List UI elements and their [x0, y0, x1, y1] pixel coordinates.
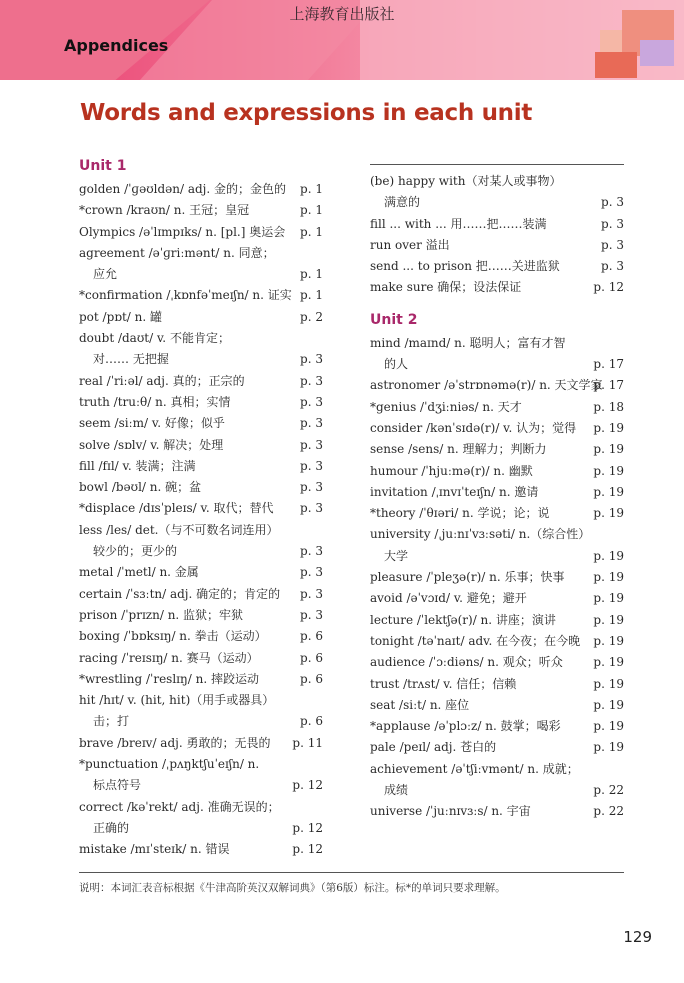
entry-text: prison /ˈprɪzn/ n. 监狱；牢狱: [79, 607, 244, 622]
entry-page: p. 19: [593, 420, 624, 435]
vocab-entry: [79, 179, 323, 200]
entry-page: p. 19: [593, 506, 624, 521]
section-label: Appendices: [64, 36, 169, 55]
vocab-entry: [370, 256, 624, 277]
entry-text: correct /kəˈrekt/ adj. 准确无误的；: [79, 799, 280, 814]
entry-text: hit /hɪt/ v. (hit, hit)（用手或器具）: [79, 693, 275, 708]
entry-page: p. 3: [601, 259, 624, 274]
entry-page: p. 12: [292, 842, 323, 857]
entry-page: p. 12: [292, 820, 323, 835]
entry-text: racing /ˈreɪsɪŋ/ n. 赛马（运动）: [79, 650, 259, 665]
entry-page: p. 19: [593, 570, 624, 585]
footnote: 说明：本词汇表音标根据《牛津高阶英汉双解词典》（第6版）标注。标*的单词只要求理解。: [79, 882, 506, 894]
vocab-entry: [79, 605, 323, 626]
entry-page: p. 22: [593, 783, 624, 798]
vocab-entry: [370, 354, 624, 375]
entry-text: *applause /əˈplɔːz/ n. 鼓掌；喝彩: [370, 719, 561, 734]
entry-page: p. 3: [601, 216, 624, 231]
vocab-entry: [79, 733, 323, 754]
entry-text: less /les/ det.（与不可数名词连用）: [79, 522, 279, 537]
entry-text: lecture /ˈlektʃə(r)/ n. 讲座；演讲: [370, 612, 556, 627]
vocab-entry: [370, 375, 624, 396]
entry-text: fill /fɪl/ v. 装满；注满: [79, 458, 196, 473]
entry-text: golden /ˈɡəʊldən/ adj. 金的；金色的: [79, 182, 287, 196]
vocab-entry: [79, 477, 323, 498]
entry-page: p. 19: [593, 740, 624, 755]
entry-text: run over 溢出: [370, 237, 450, 252]
entry-text: real /ˈriːəl/ adj. 真的；正宗的: [79, 373, 245, 388]
vocab-entry: [370, 235, 624, 256]
entry-text: trust /trʌst/ v. 信任；信赖: [370, 676, 517, 691]
entry-text: 正确的: [93, 820, 130, 835]
vocab-entry: [79, 371, 323, 392]
entry-page: p. 3: [300, 480, 323, 495]
vocab-entry: [370, 759, 624, 780]
entry-page: p. 3: [300, 416, 323, 431]
vocab-entry: [370, 588, 624, 609]
entry-text: metal /ˈmetl/ n. 金属: [79, 565, 199, 580]
unit-heading: Unit 2: [370, 311, 418, 328]
vocab-entry: [79, 349, 323, 370]
vocab-entry: [79, 328, 323, 349]
vocab-entry: [370, 192, 624, 213]
entry-text: avoid /əˈvɔɪd/ v. 避免；避开: [370, 591, 527, 606]
entry-text: 的人: [384, 357, 409, 372]
entry-page: p. 3: [300, 437, 323, 452]
entry-text: seem /siːm/ v. 好像；似乎: [79, 416, 225, 431]
entry-text: sense /sens/ n. 理解力；判断力: [370, 442, 547, 457]
entry-page: p. 19: [593, 548, 624, 563]
entry-text: *displace /dɪsˈpleɪs/ v. 取代；替代: [79, 501, 274, 516]
entry-text: 大学: [384, 548, 409, 563]
entry-text: solve /sɒlv/ v. 解决；处理: [79, 437, 224, 452]
page-title: Words and expressions in each unit: [80, 100, 533, 126]
vocab-entry: [370, 737, 624, 758]
vocab-entry: [370, 801, 624, 822]
entry-page: p. 3: [300, 565, 323, 580]
entry-text: 击；打: [93, 714, 130, 729]
vocab-entry: [79, 520, 323, 541]
entry-text: *wrestling /ˈreslɪŋ/ n. 摔跤运动: [79, 671, 259, 686]
vocab-entry: [370, 695, 624, 716]
vocab-entry: [370, 524, 624, 545]
vocab-entry: [370, 716, 624, 737]
entry-page: p. 6: [300, 629, 323, 644]
entry-text: university /ˌjuːnɪˈvɜːsəti/ n.（综合性）: [370, 527, 591, 542]
entry-page: p. 3: [601, 237, 624, 252]
entry-text: boxing /ˈbɒksɪŋ/ n. 拳击（运动）: [79, 629, 267, 644]
entry-page: p. 19: [593, 719, 624, 734]
entry-page: p. 1: [300, 267, 323, 282]
entry-page: p. 3: [300, 352, 323, 367]
vocab-entry: [79, 669, 323, 690]
entry-text: audience /ˈɔːdiəns/ n. 观众；听众: [370, 655, 563, 670]
vocab-entry: [79, 200, 323, 221]
vocab-entry: [79, 264, 323, 285]
entry-page: p. 19: [593, 484, 624, 499]
vocab-entry: [79, 392, 323, 413]
entry-page: p. 1: [300, 182, 323, 196]
entry-page: p. 12: [292, 778, 323, 793]
entry-page: p. 6: [300, 671, 323, 686]
entry-page: p. 1: [300, 288, 323, 303]
vocab-list: [370, 333, 624, 823]
vocab-entry: [79, 541, 323, 562]
entry-page: p. 3: [300, 586, 323, 601]
vocab-entry: [79, 307, 323, 328]
entry-page: p. 1: [300, 224, 323, 239]
entry-page: p. 3: [300, 501, 323, 516]
vocab-entry: [79, 584, 323, 605]
vocab-entry: [79, 243, 323, 264]
entry-text: *theory /ˈθɪəri/ n. 学说；论；说: [370, 506, 550, 521]
vocab-entry: [370, 397, 624, 418]
entry-text: brave /breɪv/ adj. 勇敢的；无畏的: [79, 735, 271, 750]
vocab-entry: [370, 482, 624, 503]
entry-text: make sure 确保；设法保证: [370, 280, 522, 295]
entry-page: p. 19: [593, 676, 624, 691]
entry-text: bowl /bəʊl/ n. 碗；盆: [79, 480, 202, 495]
vocab-entry: [79, 648, 323, 669]
vocab-entry: [79, 456, 323, 477]
entry-text: agreement /əˈɡriːmənt/ n. 同意；: [79, 245, 275, 260]
vocab-entry: [79, 818, 323, 839]
vocab-entry: [370, 546, 624, 567]
vocab-entry: [79, 690, 323, 711]
decor-square: [595, 52, 637, 78]
entry-text: *crown /kraʊn/ n. 王冠；皇冠: [79, 203, 250, 218]
entry-text: tonight /təˈnaɪt/ adv. 在今夜；在今晚: [370, 633, 581, 648]
vocab-entry: [370, 652, 624, 673]
vocab-entry: [79, 562, 323, 583]
entry-page: p. 3: [300, 544, 323, 559]
vocab-entry: [79, 285, 323, 306]
left-column: [79, 153, 323, 861]
vocab-entry: [370, 461, 624, 482]
vocab-entry: [370, 503, 624, 524]
vocab-entry: [79, 754, 323, 775]
entry-text: humour /ˈhjuːmə(r)/ n. 幽默: [370, 463, 533, 478]
entry-page: p. 3: [300, 458, 323, 473]
entry-text: 较少的；更少的: [93, 544, 178, 559]
vocab-entry: [79, 839, 323, 860]
entry-text: truth /truːθ/ n. 真相；实情: [79, 394, 231, 409]
entry-page: p. 3: [601, 195, 624, 210]
vocab-entry: [370, 171, 624, 192]
entry-text: invitation /ˌɪnvɪˈteɪʃn/ n. 邀请: [370, 484, 539, 499]
vocab-entry: [370, 780, 624, 801]
entry-page: p. 17: [593, 357, 624, 372]
entry-page: p. 19: [593, 612, 624, 627]
entry-page: p. 18: [593, 399, 624, 414]
vocab-entry: [370, 214, 624, 235]
entry-text: 应允: [93, 267, 118, 282]
phrase-list: [370, 171, 624, 299]
entry-page: p. 11: [292, 735, 323, 750]
entry-text: universe /ˈjuːnɪvɜːs/ n. 宇宙: [370, 804, 531, 819]
vocab-entry: [79, 222, 323, 243]
entry-page: p. 6: [300, 714, 323, 729]
entry-text: astronomer /əˈstrɒnəmə(r)/ n. 天文学家: [370, 378, 603, 393]
entry-page: p. 3: [300, 607, 323, 622]
entry-page: p. 19: [593, 633, 624, 648]
entry-text: (be) happy with（对某人或事物）: [370, 174, 562, 188]
entry-page: p. 3: [300, 394, 323, 409]
entry-text: Olympics /əˈlɪmpɪks/ n. [pl.] 奥运会: [79, 224, 286, 239]
footnote-divider: [79, 872, 624, 873]
entry-page: p. 1: [300, 203, 323, 218]
vocab-entry: [79, 775, 323, 796]
vocab-entry: [79, 797, 323, 818]
entry-page: p. 3: [300, 373, 323, 388]
vocab-entry: [370, 333, 624, 354]
unit-heading: Unit 1: [79, 158, 127, 174]
entry-text: achievement /əˈtʃiːvmənt/ n. 成就；: [370, 761, 579, 776]
entry-page: p. 19: [593, 442, 624, 457]
entry-page: p. 22: [593, 804, 624, 819]
vocab-entry: [79, 435, 323, 456]
entry-text: consider /kənˈsɪdə(r)/ v. 认为；觉得: [370, 420, 577, 435]
entry-text: 标点符号: [93, 778, 142, 793]
entry-page: p. 6: [300, 650, 323, 665]
entry-page: p. 19: [593, 463, 624, 478]
vocab-entry: [370, 631, 624, 652]
entry-text: pleasure /ˈpleʒə(r)/ n. 乐事；快事: [370, 570, 565, 585]
entry-text: *confirmation /ˌkɒnfəˈmeɪʃn/ n. 证实: [79, 288, 292, 303]
vocab-entry: [370, 610, 624, 631]
entry-text: 对…… 无把握: [93, 352, 169, 367]
entry-page: p. 12: [593, 280, 624, 295]
vocab-entry: [79, 626, 323, 647]
entry-page: p. 19: [593, 655, 624, 670]
entry-text: pale /peɪl/ adj. 苍白的: [370, 740, 497, 755]
entry-text: mind /maɪnd/ n. 聪明人；富有才智: [370, 335, 566, 350]
right-column: [370, 164, 624, 823]
entry-text: 满意的: [384, 195, 421, 210]
publisher-name: 上海教育出版社: [289, 5, 395, 23]
entry-text: *genius /ˈdʒiːniəs/ n. 天才: [370, 399, 522, 414]
vocab-entry: [370, 418, 624, 439]
entry-text: mistake /mɪˈsteɪk/ n. 错误: [79, 842, 230, 857]
vocab-entry: [370, 277, 624, 298]
decor-square: [640, 40, 674, 66]
vocab-entry: [79, 413, 323, 434]
entry-page: p. 19: [593, 697, 624, 712]
entry-text: seat /siːt/ n. 座位: [370, 697, 470, 712]
entry-text: doubt /daʊt/ v. 不能肯定；: [79, 331, 230, 346]
vocab-entry: [79, 498, 323, 519]
entry-page: p. 17: [593, 378, 624, 393]
vocab-entry: [370, 674, 624, 695]
entry-text: send ... to prison 把……关进监狱: [370, 259, 560, 274]
vocab-entry: [79, 711, 323, 732]
entry-text: fill ... with ... 用……把……装满: [370, 216, 547, 231]
vocab-entry: [370, 567, 624, 588]
vocab-entry: [370, 439, 624, 460]
entry-page: p. 2: [300, 309, 323, 324]
entry-text: certain /ˈsɜːtn/ adj. 确定的；肯定的: [79, 586, 281, 601]
entry-text: 成绩: [384, 783, 409, 798]
entry-text: pot /pɒt/ n. 罐: [79, 309, 162, 324]
decor-square: [600, 30, 624, 52]
vocab-list: [79, 179, 323, 861]
page-number: 129: [623, 928, 652, 946]
entry-text: *punctuation /ˌpʌŋktʃuˈeɪʃn/ n.: [79, 757, 260, 772]
entry-page: p. 19: [593, 591, 624, 606]
